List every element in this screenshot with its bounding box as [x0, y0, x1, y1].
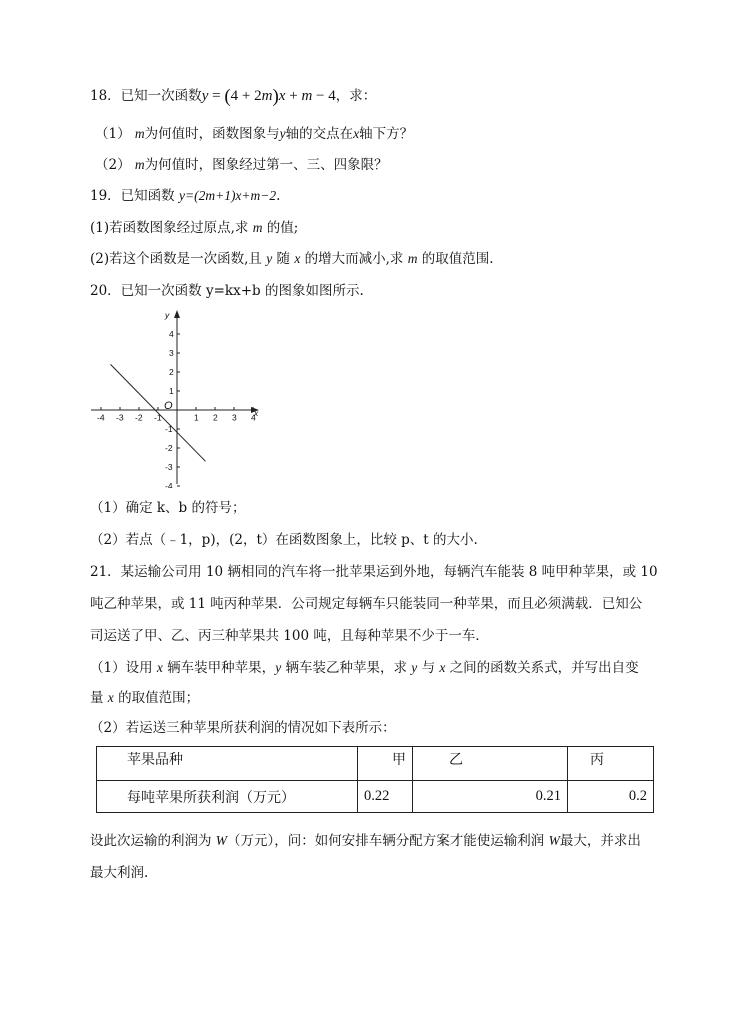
table-cell: 0.22 [358, 781, 413, 813]
q18-heading: 18．已知一次函数y = (4 + 2m)x + m − 4，求： [90, 86, 377, 107]
y-tick-label: 1 [169, 386, 174, 396]
graph-axes [91, 310, 259, 484]
table-cell: 0.21 [413, 781, 568, 813]
table-header-cell: 丙 [568, 747, 654, 781]
q21-part2: （2）若运送三种苹果所获利润的情况如下表所示： [90, 720, 396, 736]
x-tick-label: 4 [251, 412, 256, 423]
q18-heading-text: 18．已知一次函数 [90, 88, 202, 104]
q20-part2: （2）若点（﹣1，p)，(2，t）在函数图象上，比较 p、t 的大小. [90, 532, 478, 548]
x-tick-label: -2 [135, 412, 143, 423]
q21-tail: 设此次运输的利润为 W（万元），问：如何安排车辆分配方案才能使运输利润 W最大，并求出 [90, 833, 641, 849]
origin-label: O [164, 400, 173, 412]
y-tick-label: -4 [165, 481, 173, 488]
q21-part1-cont: 量 x 的取值范围； [90, 690, 200, 706]
q20-part1: （1）确定 k、b 的符号； [90, 500, 246, 516]
x-tick-label: -3 [116, 412, 124, 423]
x-tick-label: 2 [213, 412, 218, 423]
q21-part1: （1）设用 x 辆车装甲种苹果，y 辆车装乙种苹果，求 y 与 x 之间的函数关系式，并写出自变 [90, 660, 639, 676]
x-tick-label: -4 [97, 412, 105, 423]
q19-heading: 19．已知函数 y=(2m+1)x+m−2. [90, 188, 281, 204]
y-tick-label: -2 [165, 443, 173, 453]
x-tick-label: 3 [232, 412, 237, 423]
y-axis-arrow [174, 310, 180, 318]
q19-formula: y=(2m+1)x+m−2 [178, 188, 277, 203]
x-tick-label: -1 [154, 412, 162, 423]
q21-tail-cont: 最大利润. [90, 865, 149, 881]
q21-line2: 吨乙种苹果，或 11 吨丙种苹果．公司规定每辆车只能装同一种苹果，而且必须满载．已知公 [90, 596, 643, 612]
q18-part1: （1） m为何值时，函数图象与y轴的交点在x轴下方？ [95, 126, 414, 142]
table-header-cell: 苹果品种 [97, 747, 358, 781]
profit-table [96, 746, 654, 813]
function-line [111, 364, 206, 461]
y-tick-label: 2 [169, 367, 174, 377]
q21-line1: 21．某运输公司用 10 辆相同的汽车将一批苹果运到外地，每辆汽车能装 8 吨甲种苹果，或 10 [90, 564, 658, 580]
q18-formula: y = (4 + 2m)x + m − 4 [201, 86, 336, 107]
q20-heading: 20．已知一次函数 y=kx+b 的图象如图所示. [90, 283, 364, 299]
y-tick-label: 3 [169, 348, 174, 358]
table-header-cell: 甲 [358, 747, 413, 781]
q19-part1: (1)若函数图象经过原点,求 m 的值; [90, 220, 299, 236]
q18-part2: （2） m为何值时，图象经过第一、三、四象限？ [95, 157, 388, 173]
y-tick-label: -3 [165, 462, 173, 472]
q19-part2: (2)若这个函数是一次函数,且 y 随 x 的增大而减小,求 m 的取值范围. [90, 251, 494, 267]
y-tick-label: -1 [165, 424, 173, 434]
q20-function-graph [85, 306, 265, 488]
x-axis-label: x [254, 408, 259, 418]
y-axis-label: y [165, 310, 170, 320]
q21-line3: 司运送了甲、乙、丙三种苹果共 100 吨，且每种苹果不少于一车． [90, 628, 489, 644]
table-cell: 每吨苹果所获利润（万元） [97, 781, 358, 813]
table-header-row [97, 747, 654, 781]
table-cell: 0.2 [568, 781, 654, 813]
x-tick-label: 1 [194, 412, 199, 423]
y-tick-label: 4 [169, 329, 174, 339]
table-header-cell: 乙 [413, 747, 568, 781]
table-row [97, 781, 654, 813]
